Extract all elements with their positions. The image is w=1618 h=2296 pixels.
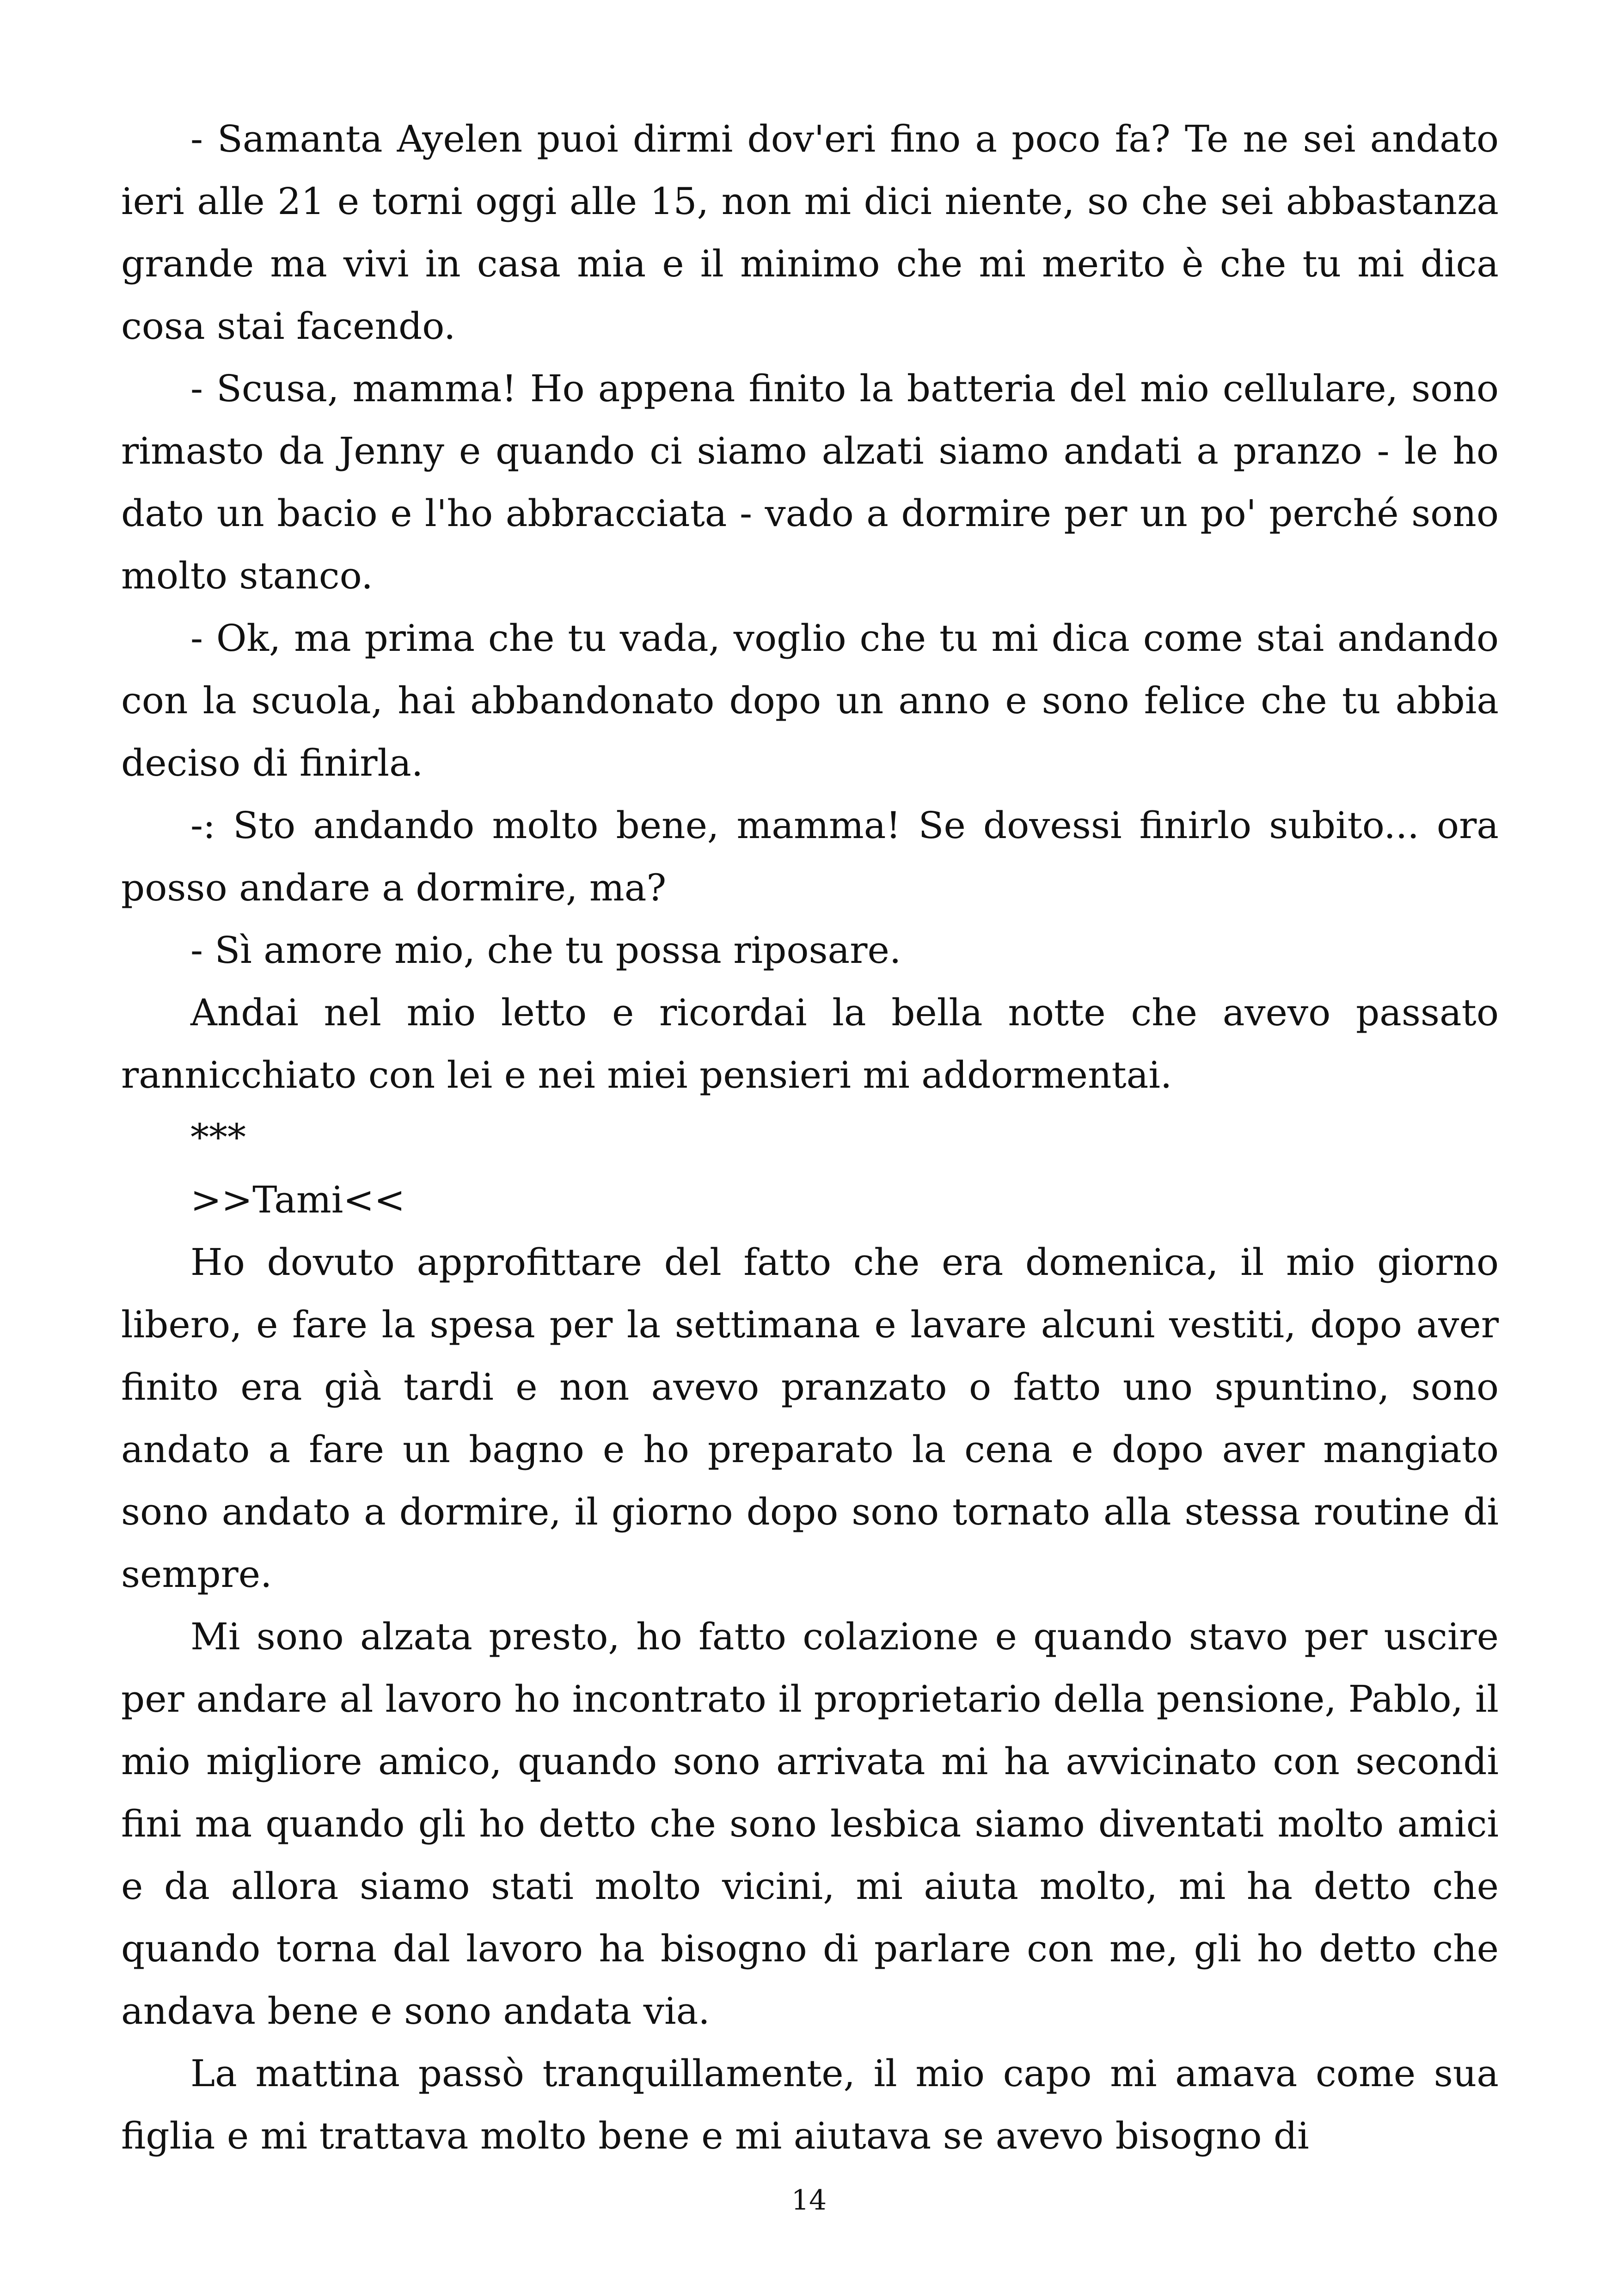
body-text <box>121 108 1499 2167</box>
paragraph-falling-asleep: Andai nel mio letto e ricordai la bella notte che avevo passato rannicchiato con lei e nei miei pensieri mi addormentai. <box>121 991 1499 1096</box>
section-heading-tami: >>Tami<< <box>190 1178 405 1221</box>
paragraph-dialogue-apology: - Scusa, mamma! Ho appena finito la batteria del mio cellulare, sono rimasto da Jenny e quando ci siamo alzati siamo andati a pranzo - le ho dato un bacio e l'ho abbracciata - vado a dormire per un po' perché sono molto stanco. <box>121 367 1499 597</box>
paragraph-morning: La mattina passò tranquillamente, il mio capo mi amava come sua figlia e mi trattava molto bene e mi aiutava se avevo bisogno di <box>121 2052 1499 2157</box>
paragraph-sunday: Ho dovuto approfittare del fatto che era domenica, il mio giorno libero, e fare la spesa per la settimana e lavare alcuni vestiti, dopo aver finito era già tardi e non avevo pranzato o fatto uno spuntino, sono andato a fare un bagno e ho preparato la cena e dopo aver mangiato sono andato a dormire, il giorno dopo sono tornato alla stessa routine di sempre. <box>121 1241 1499 1596</box>
paragraph-dialogue-mother-question: - Samanta Ayelen puoi dirmi dov'eri fino a poco fa? Te ne sei andato ieri alle 21 e torni oggi alle 15, non mi dici niente, so che sei abbastanza grande ma vivi in casa mia e il minimo che mi merito è che tu mi dica cosa stai facendo. <box>121 117 1499 348</box>
paragraph-pablo: Mi sono alzata presto, ho fatto colazione e quando stavo per uscire per andare al lavoro ho incontrato il proprietario della pensione, Pablo, il mio migliore amico, quando sono arrivata mi ha avvicinato con secondi fini ma quando gli ho detto che sono lesbica siamo diventati molto amici e da allora siamo stati molto vicini, mi aiuta molto, mi ha detto che quando torna dal lavoro ha bisogno di parlare con me, gli ho detto che andava bene e sono andata via. <box>121 1615 1499 2033</box>
paragraph-dialogue-rest: - Sì amore mio, che tu possa riposare. <box>190 929 901 972</box>
paragraph-dialogue-school-question: - Ok, ma prima che tu vada, voglio che tu mi dica come stai andando con la scuola, hai abbandonato dopo un anno e sono felice che tu abbia deciso di finirla. <box>121 617 1499 784</box>
section-break: *** <box>190 1116 246 1159</box>
page-number: 14 <box>791 2184 827 2216</box>
paragraph-dialogue-school-answer: -: Sto andando molto bene, mamma! Se dovessi finirlo subito... ora posso andare a dormire, ma? <box>121 804 1499 909</box>
